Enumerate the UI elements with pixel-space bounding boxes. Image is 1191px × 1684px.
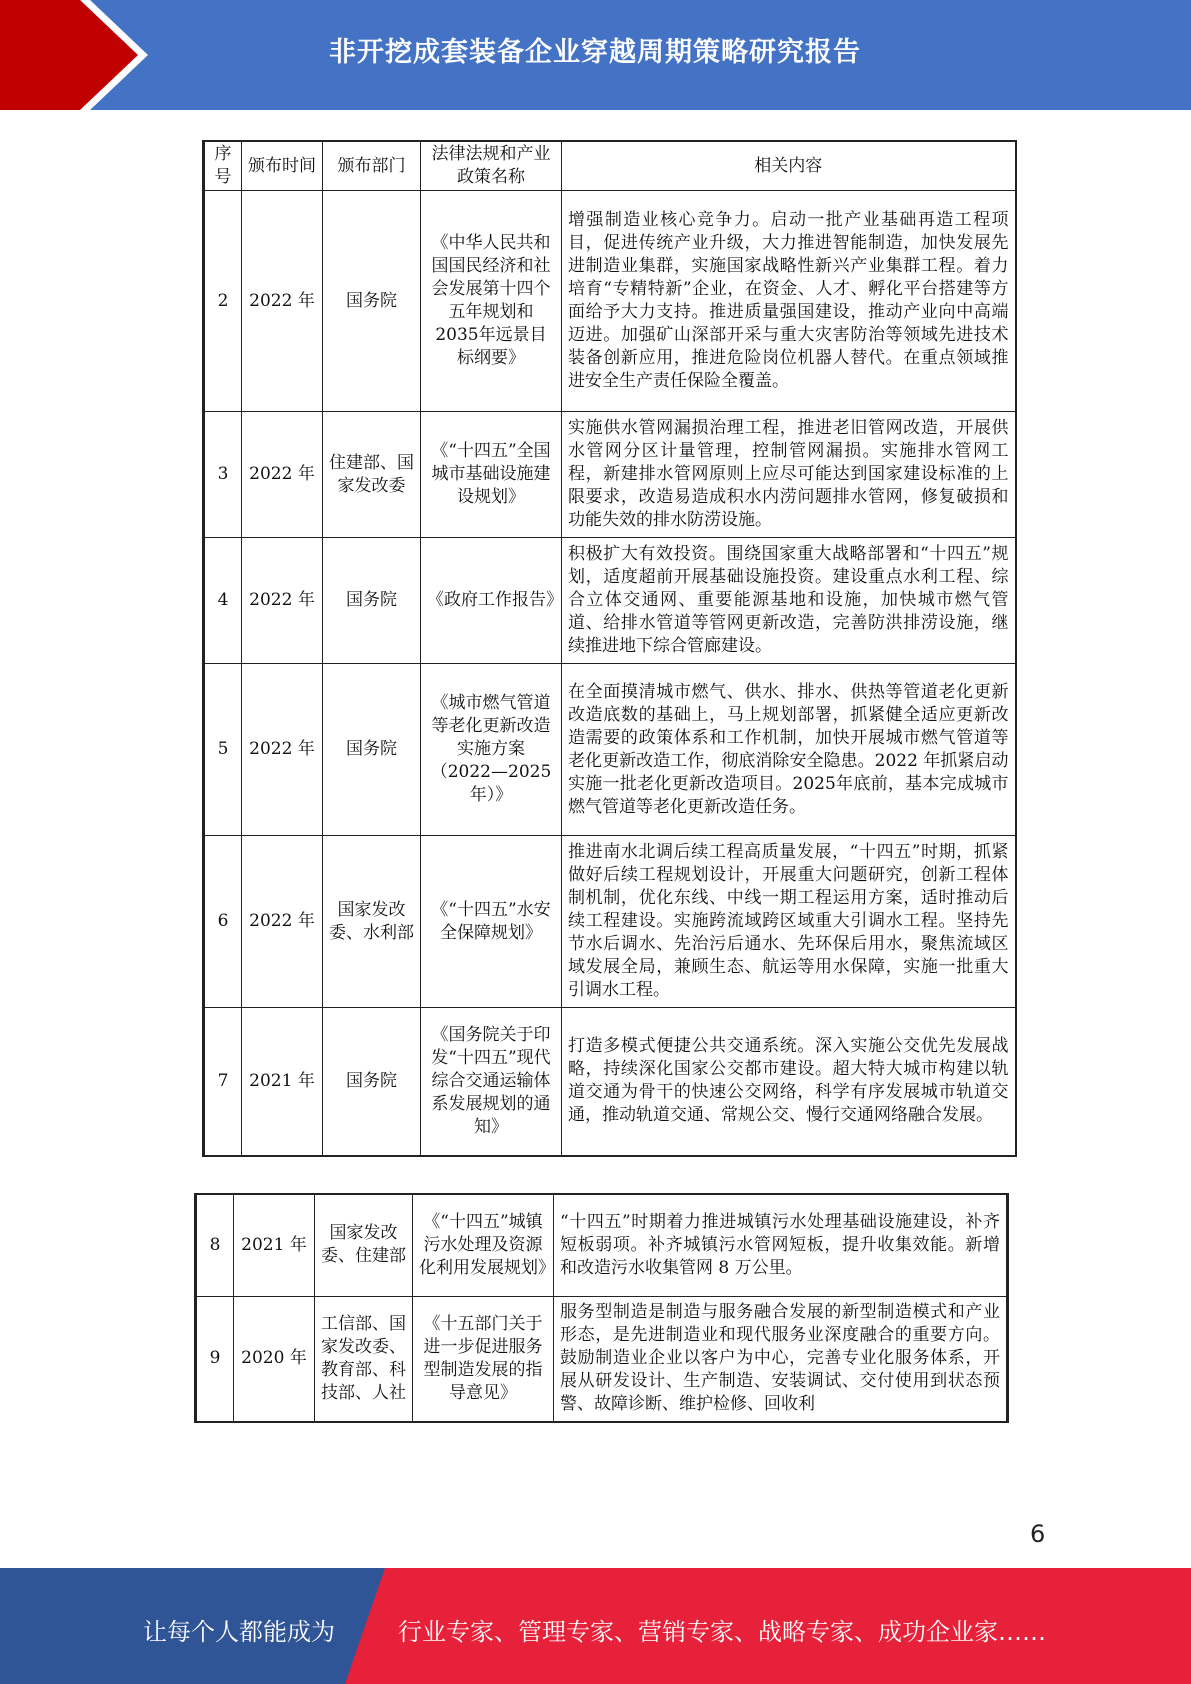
row-year: 2022 年 [242, 191, 323, 412]
header-no: 序号 [204, 141, 242, 191]
row-content: 在全面摸清城市燃气、供水、排水、供热等管道老化更新改造底数的基础上，马上规划部署，抓紧健全适应更新改造需要的政策体系和工作机制，加快开展城市燃气管道等老化更新改造工作，彻底消除安全隐患。2022 年抓紧启动实施一批老化更新改造项目。2025年底前，基本完成城市燃气管道等老化更新改造任务。 [562, 664, 1016, 836]
row-content: “十四五”时期着力推进城镇污水处理基础设施建设，补齐短板弱项。补齐城镇污水管网短板，提升收集效能。新增和改造污水收集管网 8 万公里。 [554, 1194, 1008, 1296]
table-row [204, 836, 1016, 1008]
table-row [196, 1296, 1008, 1422]
row-policy-name: 《国务院关于印发“十四五”现代综合交通运输体系发展规划的通知》 [421, 1008, 562, 1156]
row-no: 2 [204, 191, 242, 412]
row-year: 2021 年 [242, 1008, 323, 1156]
row-no: 5 [204, 664, 242, 836]
row-content: 打造多模式便捷公共交通系统。深入实施公交优先发展战略，持续深化国家公交都市建设。超大特大城市构建以轨道交通为骨干的快速公交网络，科学有序发展城市轨道交通，推动轨道交通、常规公交、慢行交通网络融合发展。 [562, 1008, 1016, 1156]
row-policy-name: 《十五部门关于进一步促进服务型制造发展的指导意见》 [413, 1296, 554, 1422]
row-year: 2022 年 [242, 664, 323, 836]
row-content: 增强制造业核心竞争力。启动一批产业基础再造工程项目，促进传统产业升级，大力推进智能制造，加快发展先进制造业集群，实施国家战略性新兴产业集群工程。着力培育“专精特新”企业，在资金、人才、孵化平台搭建等方面给予大力支持。推进质量强国建设，推动产业向中高端迈进。加强矿山深部开采与重大灾害防治等领域先进技术装备创新应用，推进危险岗位机器人替代。在重点领域推进安全生产责任保险全覆盖。 [562, 191, 1016, 412]
row-no: 7 [204, 1008, 242, 1156]
table-row [204, 1008, 1016, 1156]
row-dept: 国务院 [323, 1008, 421, 1156]
row-policy-name: 《政府工作报告》 [421, 538, 562, 664]
row-year: 2022 年 [242, 538, 323, 664]
page-footer [0, 1568, 1191, 1684]
row-content: 服务型制造是制造与服务融合发展的新型制造模式和产业形态，是先进制造业和现代服务业深度融合的重要方向。鼓励制造业企业以客户为中心，完善专业化服务体系，开展从研发设计、生产制造、安装调试、交付使用到状态预警、故障诊断、维护检修、回收利 [554, 1296, 1008, 1422]
row-dept: 国务院 [323, 538, 421, 664]
row-year: 2022 年 [242, 412, 323, 538]
row-policy-name: 《中华人民共和国国民经济和社会发展第十四个五年规划和2035年远景目标纲要》 [421, 191, 562, 412]
row-year: 2020 年 [234, 1296, 315, 1422]
table-row [204, 191, 1016, 412]
row-policy-name: 《“十四五”水安全保障规划》 [421, 836, 562, 1008]
header-content: 相关内容 [562, 141, 1016, 191]
report-title: 非开挖成套装备企业穿越周期策略研究报告 [329, 37, 861, 68]
row-policy-name: 《城市燃气管道等老化更新改造实施方案（2022—2025年）》 [421, 664, 562, 836]
row-year: 2021 年 [234, 1194, 315, 1296]
policy-table [202, 140, 1017, 1157]
row-content: 实施供水管网漏损治理工程，推进老旧管网改造，开展供水管网分区计量管理，控制管网漏损。实施排水管网工程，新建排水管网原则上应尽可能达到国家建设标准的上限要求，改造易造成积水内涝问题排水管网，修复破损和功能失效的排水防涝设施。 [562, 412, 1016, 538]
header-year: 颁布时间 [242, 141, 323, 191]
row-content: 推进南水北调后续工程高质量发展，“十四五”时期，抓紧做好后续工程规划设计，开展重大问题研究，创新工程体制机制，优化东线、中线一期工程运用方案，适时推动后续工程建设。实施跨流域跨区域重大引调水工程。坚持先节水后调水、先治污后通水、先环保后用水，聚焦流域区域发展全局，兼顾生态、航运等用水保障，实施一批重大引调水工程。 [562, 836, 1016, 1008]
row-dept: 国家发改委、水利部 [323, 836, 421, 1008]
page-number: 6 [1030, 1520, 1046, 1548]
row-policy-name: 《“十四五”全国城市基础设施建设规划》 [421, 412, 562, 538]
row-no: 8 [196, 1194, 234, 1296]
row-dept: 国务院 [323, 664, 421, 836]
table-header-row [204, 141, 1016, 191]
page-header [0, 0, 1191, 110]
footer-slogan-left: 让每个人都能成为 [143, 1618, 335, 1646]
row-policy-name: 《“十四五”城镇污水处理及资源化利用发展规划》 [413, 1194, 554, 1296]
row-year: 2022 年 [242, 836, 323, 1008]
row-no: 3 [204, 412, 242, 538]
footer-slogan-right: 行业专家、管理专家、营销专家、战略专家、成功企业家…… [398, 1618, 1046, 1646]
table-row [196, 1194, 1008, 1296]
header-dept: 颁布部门 [323, 141, 421, 191]
table-row [204, 664, 1016, 836]
row-no: 9 [196, 1296, 234, 1422]
row-dept: 工信部、国家发改委、教育部、科技部、人社 [315, 1296, 413, 1422]
row-dept: 国家发改委、住建部 [315, 1194, 413, 1296]
table-row [204, 412, 1016, 538]
table-row [204, 538, 1016, 664]
row-no: 6 [204, 836, 242, 1008]
row-no: 4 [204, 538, 242, 664]
header-policy-name: 法律法规和产业政策名称 [421, 141, 562, 191]
policy-table-continued [194, 1193, 1009, 1423]
row-dept: 住建部、国家发改委 [323, 412, 421, 538]
row-content: 积极扩大有效投资。围绕国家重大战略部署和“十四五”规划，适度超前开展基础设施投资。建设重点水利工程、综合立体交通网、重要能源基地和设施，加快城市燃气管道、给排水管道等管网更新改造，完善防洪排涝设施，继续推进地下综合管廊建设。 [562, 538, 1016, 664]
row-dept: 国务院 [323, 191, 421, 412]
